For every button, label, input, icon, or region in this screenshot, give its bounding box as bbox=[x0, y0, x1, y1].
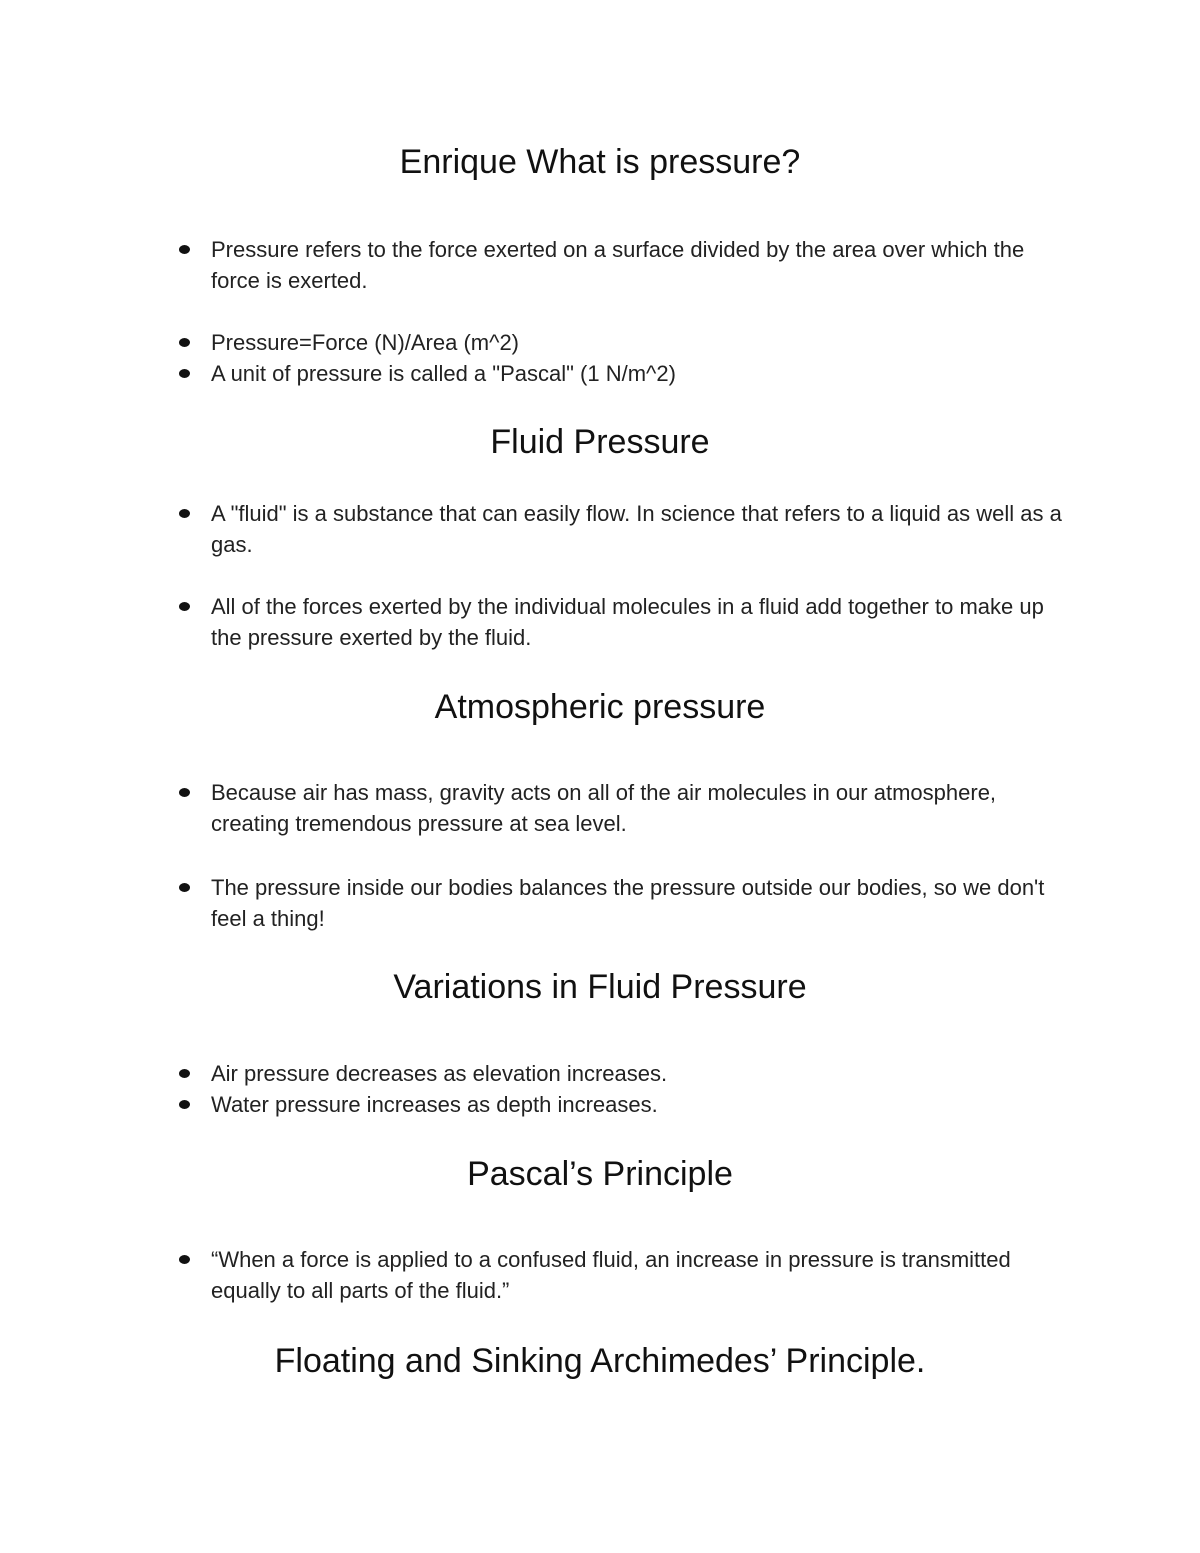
list-item-text: A unit of pressure is called a "Pascal" (1 N/m^2) bbox=[211, 361, 676, 386]
list-item-text: A "fluid" is a substance that can easily flow. In science that refers to a liquid as well as a gas. bbox=[211, 501, 1062, 557]
list-item bbox=[211, 1089, 1071, 1120]
list-item bbox=[211, 358, 1071, 389]
list-item-text: Water pressure increases as depth increases. bbox=[211, 1092, 658, 1117]
list-item bbox=[211, 777, 1071, 839]
heading-atmospheric-pressure: Atmospheric pressure bbox=[434, 688, 766, 726]
bullet-dot-icon bbox=[179, 602, 190, 611]
bullet-dot-icon bbox=[179, 883, 190, 892]
list-item bbox=[211, 872, 1071, 934]
heading-floating-and-sinking: Floating and Sinking Archimedes’ Principle. bbox=[274, 1342, 926, 1380]
bullet-dot-icon bbox=[179, 245, 190, 254]
bullet-dot-icon bbox=[179, 1069, 190, 1078]
list-item bbox=[211, 1058, 1071, 1089]
list-item-text: Because air has mass, gravity acts on all of the air molecules in our atmosphere, creating tremendous pressure at sea level. bbox=[211, 780, 997, 836]
list-item-text: Air pressure decreases as elevation increases. bbox=[211, 1061, 668, 1086]
list-item bbox=[211, 591, 1071, 653]
list-item bbox=[211, 1244, 1071, 1306]
bullet-dot-icon bbox=[179, 788, 190, 797]
list-item bbox=[211, 498, 1071, 560]
list-item bbox=[211, 327, 1071, 358]
list-item-text: “When a force is applied to a confused fluid, an increase in pressure is transmitted equally to all parts of the fluid.” bbox=[211, 1247, 1011, 1303]
bullet-dot-icon bbox=[179, 338, 190, 347]
list-item-text: Pressure=Force (N)/Area (m^2) bbox=[211, 330, 519, 355]
list-item-text: Pressure refers to the force exerted on a surface divided by the area over which the force is exerted. bbox=[211, 237, 1025, 293]
bullet-dot-icon bbox=[179, 509, 190, 518]
bullet-dot-icon bbox=[179, 369, 190, 378]
bullet-dot-icon bbox=[179, 1100, 190, 1109]
heading-variations-in-fluid-pressure: Variations in Fluid Pressure bbox=[393, 968, 807, 1006]
bullet-dot-icon bbox=[179, 1255, 190, 1264]
heading-pascals-principle: Pascal’s Principle bbox=[467, 1155, 733, 1193]
list-item-text: The pressure inside our bodies balances the pressure outside our bodies, so we don't feel a thing! bbox=[211, 875, 1045, 931]
heading-what-is-pressure: Enrique What is pressure? bbox=[399, 143, 801, 181]
list-item bbox=[211, 234, 1071, 296]
heading-fluid-pressure: Fluid Pressure bbox=[490, 423, 710, 461]
list-item-text: All of the forces exerted by the individual molecules in a fluid add together to make up the pressure exerted by the fluid. bbox=[211, 594, 1044, 650]
